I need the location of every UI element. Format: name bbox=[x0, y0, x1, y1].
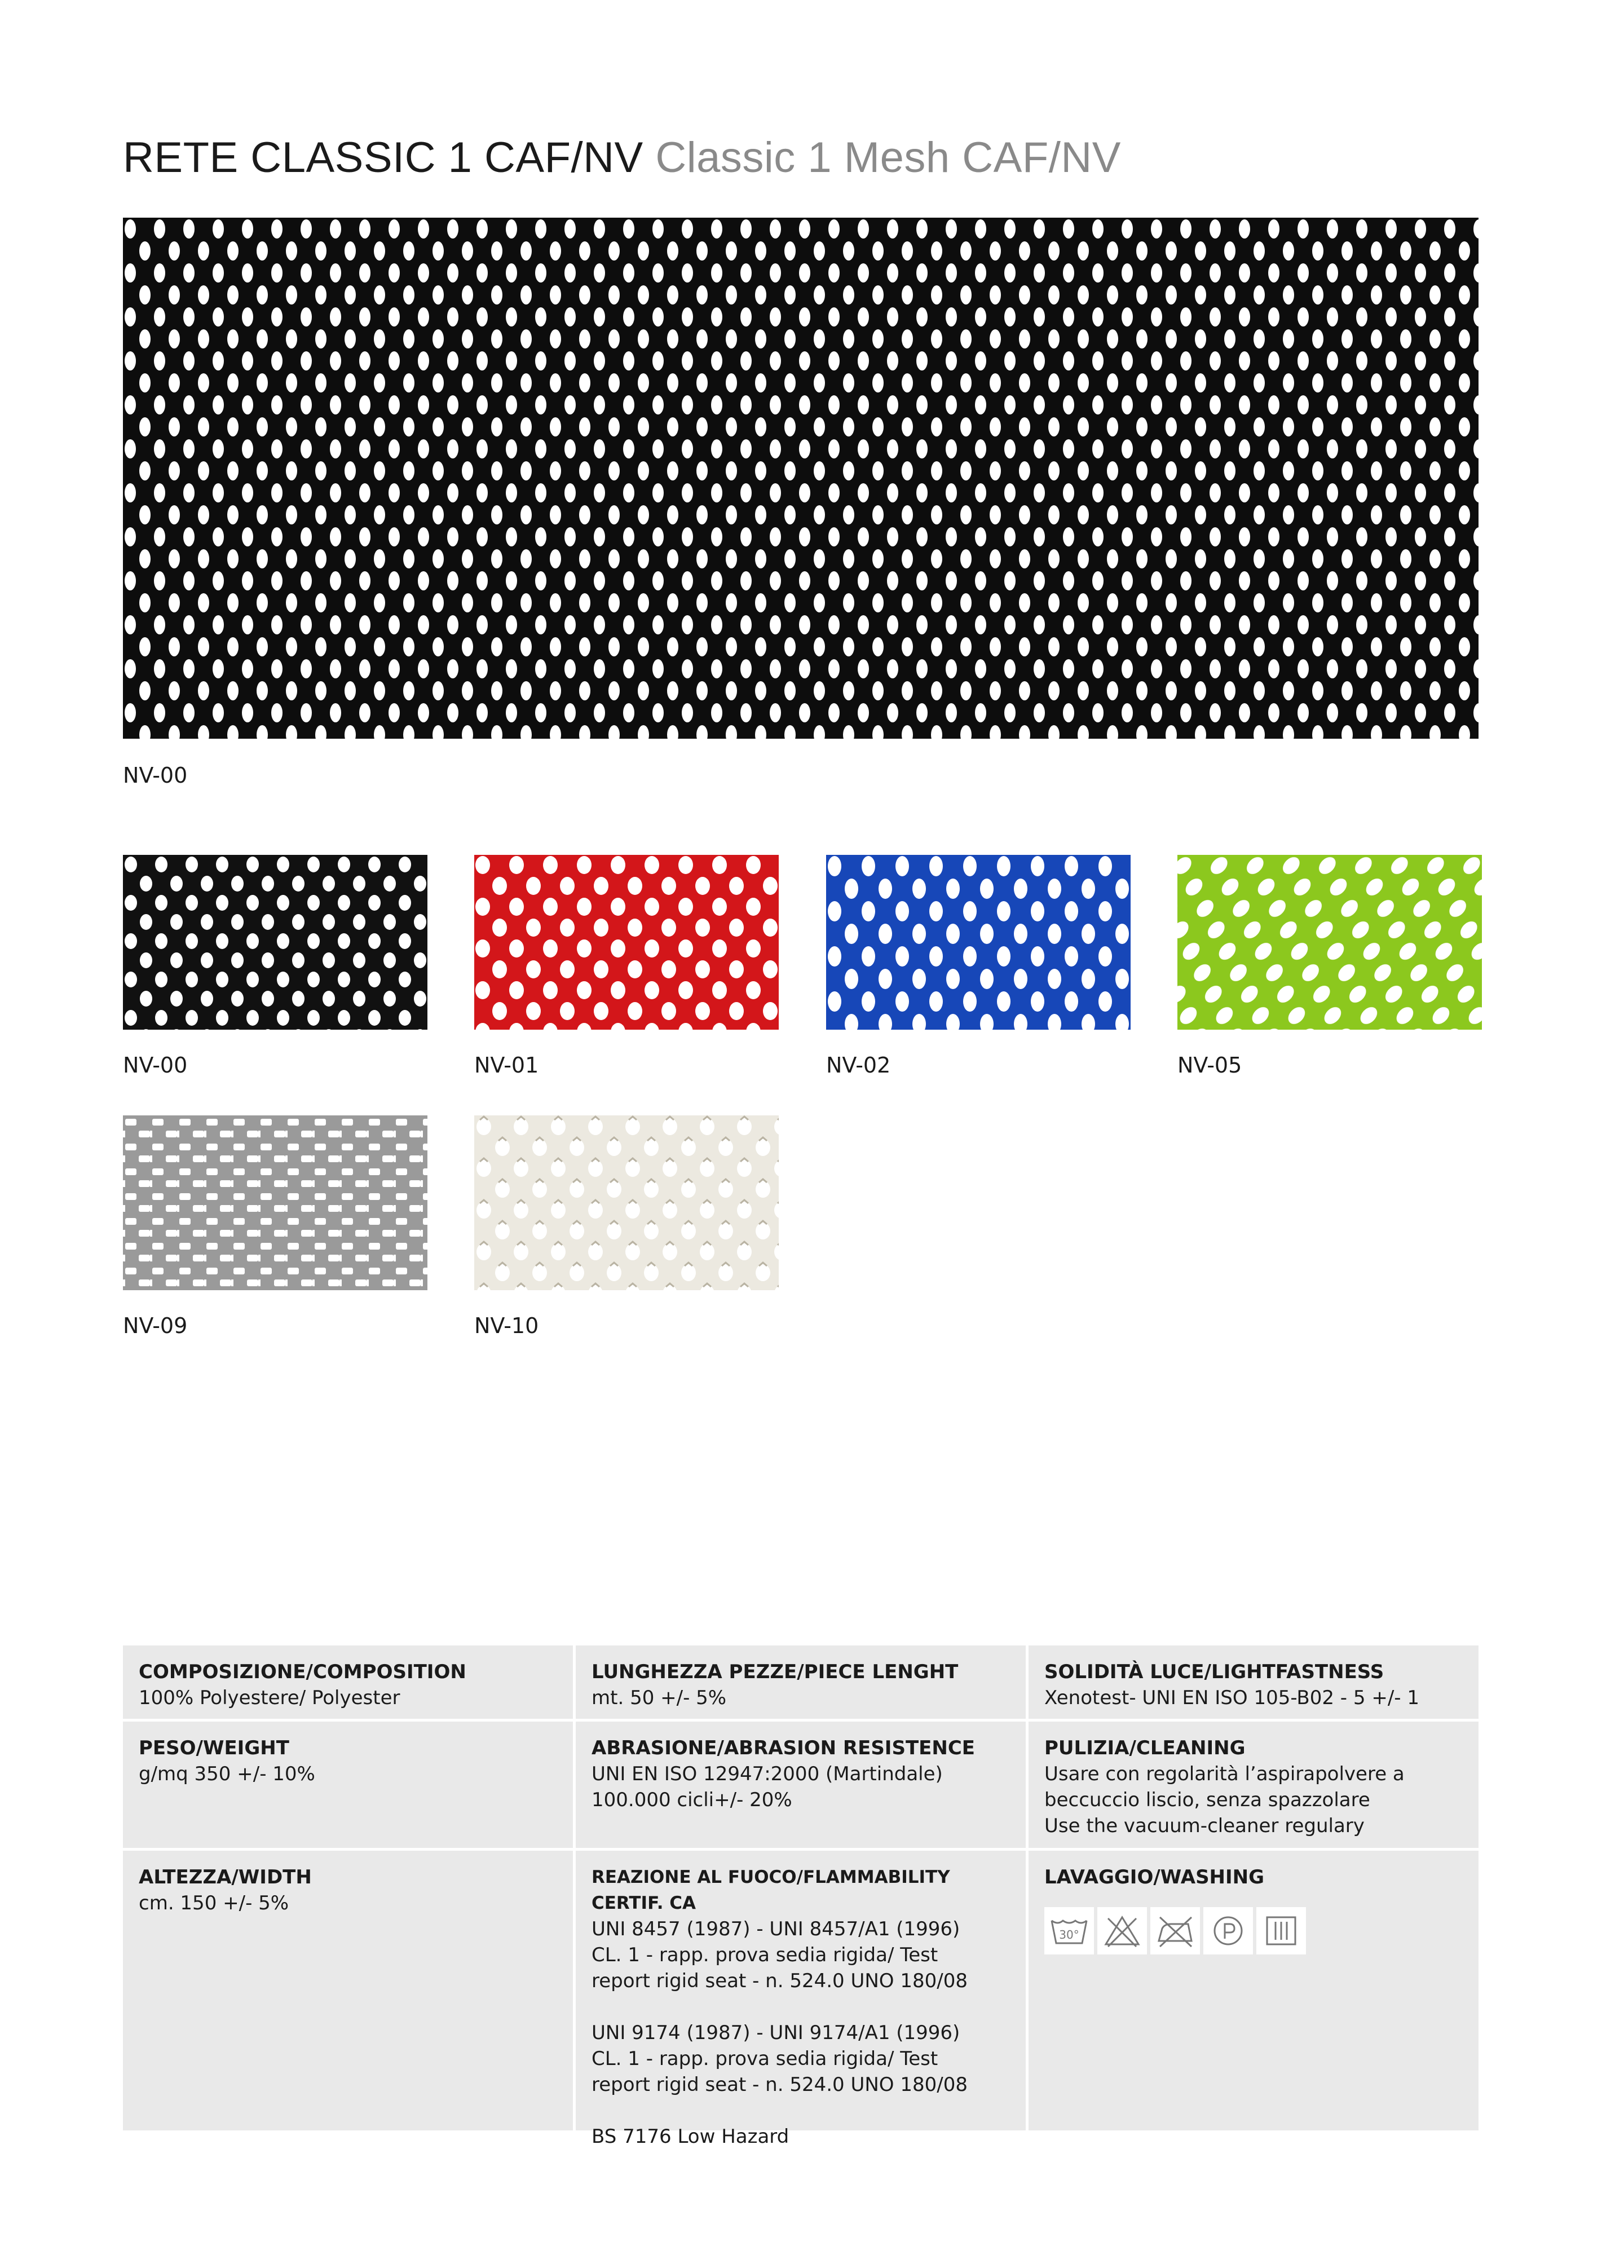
swatch-code-nv-10: NV-10 bbox=[474, 1313, 539, 1338]
swatch-nv-10 bbox=[474, 1115, 779, 1290]
spec-lightfastness bbox=[1029, 1645, 1479, 1719]
spec-label: COMPOSIZIONE/COMPOSITION bbox=[139, 1661, 466, 1683]
swatch-code-nv-09: NV-09 bbox=[123, 1313, 188, 1338]
wash-30-icon bbox=[1044, 1907, 1094, 1954]
spec-value: 100% Polyestere/ Polyester bbox=[139, 1687, 400, 1709]
spec-flammability bbox=[576, 1851, 1026, 2148]
spec-value: UNI EN ISO 12947:2000 (Martindale) 100.000 cicli+/- 20% bbox=[592, 1763, 943, 1811]
dry-clean-p-icon bbox=[1203, 1907, 1253, 1954]
spec-piece-length bbox=[576, 1645, 1026, 1719]
swatch-nv-02 bbox=[826, 855, 1131, 1030]
swatch-nv-01 bbox=[474, 855, 779, 1030]
hero-swatch-image bbox=[123, 218, 1479, 739]
swatch-code-nv-05: NV-05 bbox=[1177, 1053, 1242, 1078]
spec-abrasion bbox=[576, 1722, 1026, 1848]
hero-code-label: NV-00 bbox=[123, 763, 188, 788]
drip-dry-icon bbox=[1256, 1907, 1306, 1954]
spec-washing bbox=[1029, 1851, 1479, 2130]
spec-label: PULIZIA/CLEANING bbox=[1044, 1737, 1246, 1759]
spec-value: cm. 150 +/- 5% bbox=[139, 1892, 289, 1914]
no-bleach-icon bbox=[1097, 1907, 1147, 1954]
spec-weight bbox=[123, 1722, 573, 1848]
swatch-code-nv-00: NV-00 bbox=[123, 1053, 188, 1078]
spec-value: Usare con regolarità l’aspirapolvere a beccuccio liscio, senza spazzolare Use the vacuum-cleaner regulary bbox=[1044, 1763, 1405, 1837]
spec-value: UNI 8457 (1987) - UNI 8457/A1 (1996) CL. 1 - rapp. prova sedia rigida/ Test report rigid seat - n. 524.0 UNO 180/08 UNI 9174 (1987) - UNI 9174/A1 (1996) CL. 1 - rapp. prova sedia rigida/ Test report rigid seat - n. 524.0 UNO 180/08 BS 7176 Low Hazard bbox=[592, 1918, 968, 2148]
spec-label: PESO/WEIGHT bbox=[139, 1737, 289, 1759]
spec-value: mt. 50 +/- 5% bbox=[592, 1687, 727, 1709]
page-title bbox=[123, 130, 1121, 186]
swatch-code-nv-01: NV-01 bbox=[474, 1053, 539, 1078]
spec-composition bbox=[123, 1645, 573, 1719]
wash-temp-label: 30° bbox=[1059, 1928, 1079, 1942]
title-english: Classic 1 Mesh CAF/NV bbox=[655, 134, 1121, 182]
spec-label: SOLIDITÀ LUCE/LIGHTFASTNESS bbox=[1044, 1661, 1384, 1683]
spec-width bbox=[123, 1851, 573, 2130]
spec-value: Xenotest- UNI EN ISO 105-B02 - 5 +/- 1 bbox=[1044, 1687, 1419, 1709]
swatch-nv-05 bbox=[1177, 855, 1482, 1030]
title-italian: RETE CLASSIC 1 CAF/NV bbox=[123, 134, 643, 182]
no-iron-icon bbox=[1150, 1907, 1200, 1954]
swatch-code-nv-02: NV-02 bbox=[826, 1053, 891, 1078]
specs-table bbox=[123, 1645, 1479, 2148]
spec-label: REAZIONE AL FUOCO/FLAMMABILITY CERTIF. CA bbox=[592, 1867, 950, 1913]
swatch-nv-09 bbox=[123, 1115, 427, 1290]
washing-symbols bbox=[1044, 1907, 1463, 1954]
spec-label: LAVAGGIO/WASHING bbox=[1044, 1866, 1265, 1888]
swatch-nv-00 bbox=[123, 855, 427, 1030]
spec-value: g/mq 350 +/- 10% bbox=[139, 1763, 315, 1785]
spec-label: ALTEZZA/WIDTH bbox=[139, 1866, 312, 1888]
spec-cleaning bbox=[1029, 1722, 1479, 1848]
spec-label: LUNGHEZZA PEZZE/PIECE LENGHT bbox=[592, 1661, 959, 1683]
spec-label: ABRASIONE/ABRASION RESISTENCE bbox=[592, 1737, 975, 1759]
